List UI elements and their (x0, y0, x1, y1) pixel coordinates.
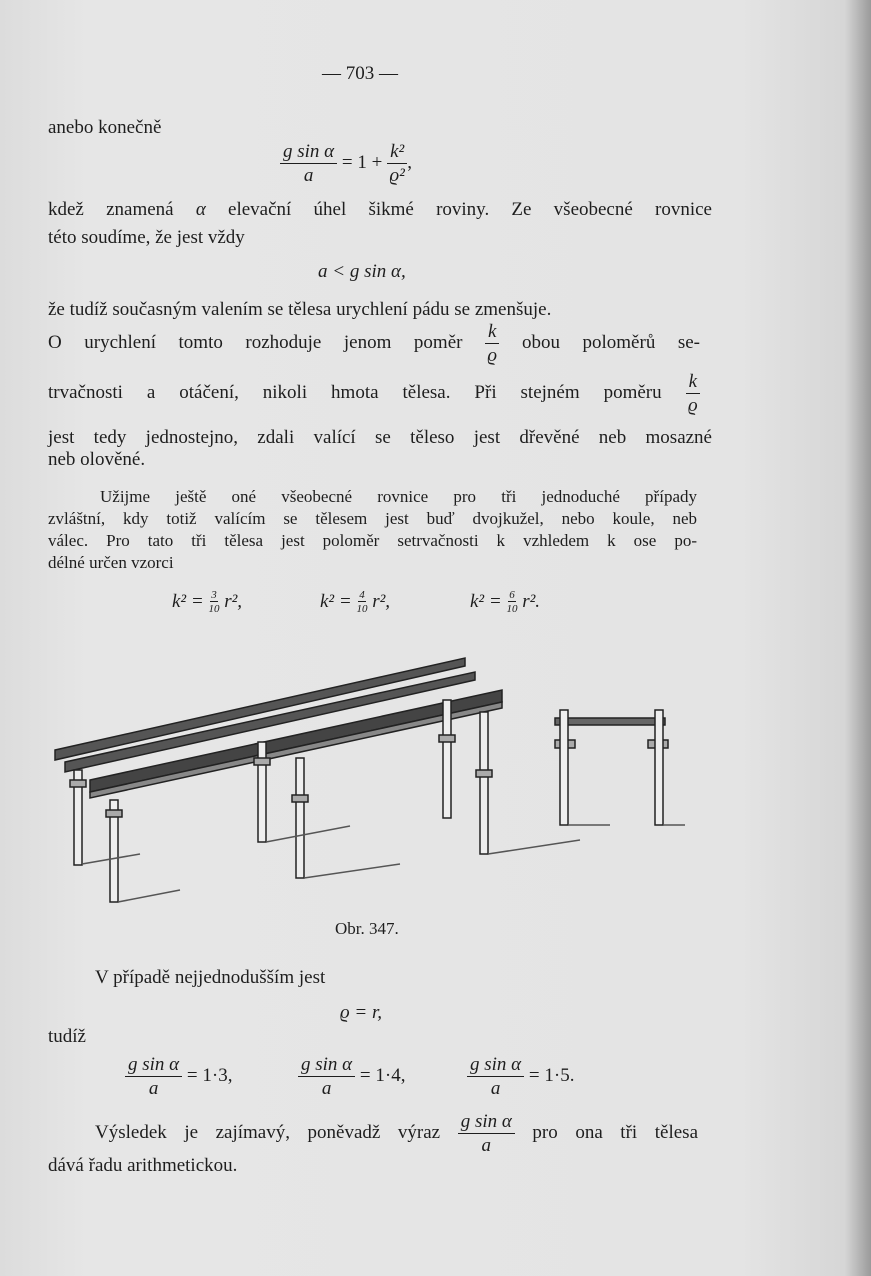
paragraph-line: délné určen vzorci (48, 553, 174, 572)
comma: , (407, 151, 412, 173)
text: obou poloměrů se- (521, 331, 700, 353)
result-equation-2 (298, 1055, 405, 1098)
paragraph-line (48, 322, 700, 365)
denominator: ϱ² (389, 165, 405, 186)
symbol: α (195, 199, 206, 220)
paragraph-line: že tudíž současným valením se tělesa urychlení pádu se zmenšuje. (48, 299, 552, 320)
numerator: g sin α (467, 1055, 524, 1077)
result-equation-1 (125, 1055, 232, 1098)
numerator: g sin α (125, 1055, 182, 1077)
denominator: ϱ (487, 345, 498, 366)
rhs: r². (522, 590, 541, 612)
fraction (356, 590, 367, 615)
lhs: k² = (320, 590, 352, 612)
lhs: k² = (470, 590, 502, 612)
formula-k-1 (172, 590, 242, 615)
paragraph-line: Užijme ještě oné všeobecné rovnice pro tři jednoduché případy (100, 487, 697, 506)
numerator: g sin α (280, 142, 337, 164)
paragraph-line: dává řadu arithmetickou. (48, 1155, 238, 1176)
numerator: g sin α (458, 1112, 515, 1134)
paragraph-line: jest tedy jednostejno, zdali valící se těleso jest dřevěné neb mosazné (48, 427, 712, 448)
paragraph-line: neb olověné. (48, 449, 146, 470)
equals: = 1 + (341, 151, 383, 173)
denominator: a (481, 1135, 492, 1156)
denominator: 10 (506, 603, 518, 615)
denominator: 10 (208, 603, 220, 615)
denominator: a (490, 1078, 501, 1099)
denominator: a (148, 1078, 159, 1099)
numerator: k (686, 372, 700, 394)
formula-k-3 (470, 590, 540, 615)
numerator: g sin α (298, 1055, 355, 1077)
fraction (280, 142, 337, 185)
denominator: a (303, 165, 314, 186)
fraction (125, 1055, 182, 1098)
equation-inequality: a < g sin α, (318, 261, 406, 282)
text: elevační úhel šikmé roviny. Ze všeobecné rovnice (228, 199, 712, 220)
fraction (506, 590, 517, 615)
fraction (458, 1112, 515, 1155)
rhs: r², (372, 590, 391, 612)
denominator: a (321, 1078, 332, 1099)
equation-rho-r: ϱ = r, (340, 1002, 382, 1023)
figure-caption: Obr. 347. (335, 919, 399, 938)
numerator: 3 (211, 589, 217, 601)
rhs: r², (224, 590, 243, 612)
paragraph-line: tudíž (48, 1026, 86, 1047)
paragraph-line (48, 200, 712, 219)
denominator: 10 (356, 603, 368, 615)
value: = 1·4, (359, 1064, 406, 1086)
value: = 1·3, (186, 1064, 233, 1086)
text: O urychlení tomto rozhoduje jenom poměr (48, 331, 463, 353)
numerator: k² (387, 142, 407, 164)
formula-k-2 (320, 590, 390, 615)
paragraph-line: této soudíme, že jest vždy (48, 227, 245, 248)
paragraph-line: V případě nejjednodušším jest (95, 967, 326, 988)
result-equation-3 (467, 1055, 574, 1098)
numerator: 6 (509, 589, 515, 601)
value: = 1·5. (528, 1064, 575, 1086)
text: Výsledek je zajímavý, poněvadž výraz (95, 1121, 441, 1143)
numerator: k (485, 322, 499, 344)
text: pro ona tři tělesa (532, 1121, 699, 1143)
equation-main (280, 142, 412, 185)
lhs: k² = (172, 590, 204, 612)
figure-inclined-rails-illustration (50, 650, 690, 910)
numerator: 4 (359, 589, 365, 601)
paragraph-line (48, 372, 700, 415)
fraction (387, 142, 407, 185)
paragraph-line (95, 1112, 698, 1155)
paragraph-line: zvláštní, kdy totiž valícím se tělesem jest buď dvojkužel, nebo koule, neb (48, 509, 697, 528)
fraction (208, 590, 219, 615)
paragraph-line: anebo konečně (48, 117, 162, 138)
fraction (298, 1055, 355, 1098)
fraction-k-rho (686, 372, 700, 415)
paragraph-line: válec. Pro tato tři tělesa jest poloměr setrvačnosti k vzhledem k ose po- (48, 531, 697, 550)
text: kdež znamená (48, 199, 174, 220)
text: trvačnosti a otáčení, nikoli hmota tělesa. Při stejném poměru (48, 381, 662, 403)
page-number: — 703 — (322, 63, 398, 84)
fraction-k-rho (485, 322, 499, 365)
denominator: ϱ (687, 395, 698, 416)
fraction (467, 1055, 524, 1098)
